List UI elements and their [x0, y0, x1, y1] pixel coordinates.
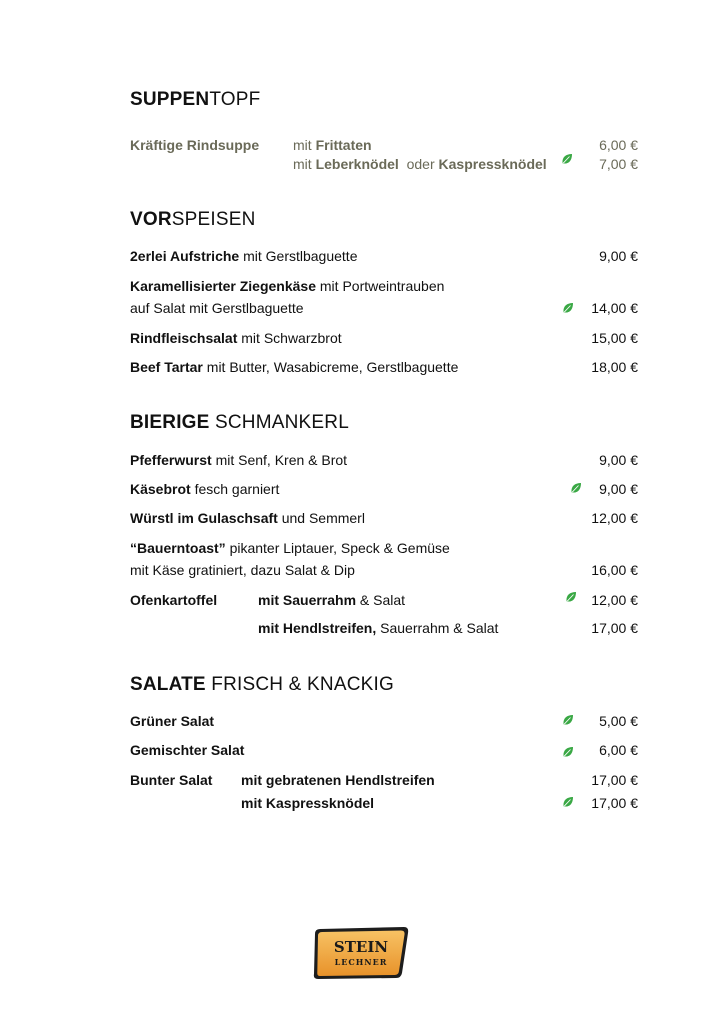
price: 15,00 €	[591, 330, 638, 346]
menu-item-option: mit Hendlstreifen, Sauerrahm & Salat	[258, 620, 499, 636]
price: 18,00 €	[591, 359, 638, 375]
price: 16,00 €	[591, 562, 638, 578]
menu-item-option: mit gebratenen Hendlstreifen	[241, 772, 435, 788]
section-heading-suppentopf: SUPPENTOPF	[130, 89, 261, 110]
menu-item-description: auf Salat mit Gerstlbaguette	[130, 300, 304, 316]
menu-item-name: Kräftige Rindsuppe	[130, 137, 260, 153]
menu-item: 2erlei Aufstriche mit Gerstlbaguette	[130, 248, 358, 264]
section-heading-salate: SALATE FRISCH & KNACKIG	[130, 674, 394, 695]
menu-item-description: mit Käse gratiniert, dazu Salat & Dip	[130, 562, 355, 578]
price: 6,00 €	[599, 742, 638, 758]
price: 9,00 €	[599, 248, 638, 264]
price: 17,00 €	[591, 795, 638, 811]
menu-item-option: mit Leberknödel oder Kaspressknödel	[293, 156, 547, 172]
section-heading-vorspeisen: VORSPEISEN	[130, 209, 256, 230]
price: 5,00 €	[599, 713, 638, 729]
price: 12,00 €	[591, 510, 638, 526]
menu-item-name: Bunter Salat	[130, 772, 213, 788]
menu-item: Rindfleischsalat mit Schwarzbrot	[130, 330, 342, 346]
logo-text-line1: STEIN	[333, 938, 389, 956]
menu-item-name: Ofenkartoffel	[130, 592, 218, 608]
price: 14,00 €	[591, 300, 638, 316]
menu-item: “Bauerntoast” pikanter Liptauer, Speck & Gemüse	[130, 540, 450, 556]
section-heading-bierige-schmankerl: BIERIGE SCHMANKERL	[130, 412, 349, 433]
price: 9,00 €	[599, 481, 638, 497]
price: 9,00 €	[599, 452, 638, 468]
menu-item: Gemischter Salat	[130, 742, 245, 758]
menu-item: Beef Tartar mit Butter, Wasabicreme, Gerstlbaguette	[130, 359, 459, 375]
price: 6,00 €	[599, 137, 638, 153]
menu-item-option: mit Kaspressknödel	[241, 795, 375, 811]
menu-item: Käsebrot fesch garniert	[130, 481, 280, 497]
price: 17,00 €	[591, 620, 638, 636]
menu-item: Pfefferwurst mit Senf, Kren & Brot	[130, 452, 348, 468]
steinlechner-logo	[312, 925, 410, 981]
price: 7,00 €	[599, 156, 638, 172]
logo-text-line2: LECHNER	[334, 957, 388, 967]
price: 17,00 €	[591, 772, 638, 788]
menu-item: Würstl im Gulaschsaft und Semmerl	[130, 510, 365, 526]
menu-item-option: mit Frittaten	[293, 137, 372, 153]
menu-item: Grüner Salat	[130, 713, 215, 729]
menu-item-option: mit Sauerrahm & Salat	[258, 592, 406, 608]
menu-item: Karamellisierter Ziegenkäse mit Portweintrauben	[130, 278, 445, 294]
price: 12,00 €	[591, 592, 638, 608]
